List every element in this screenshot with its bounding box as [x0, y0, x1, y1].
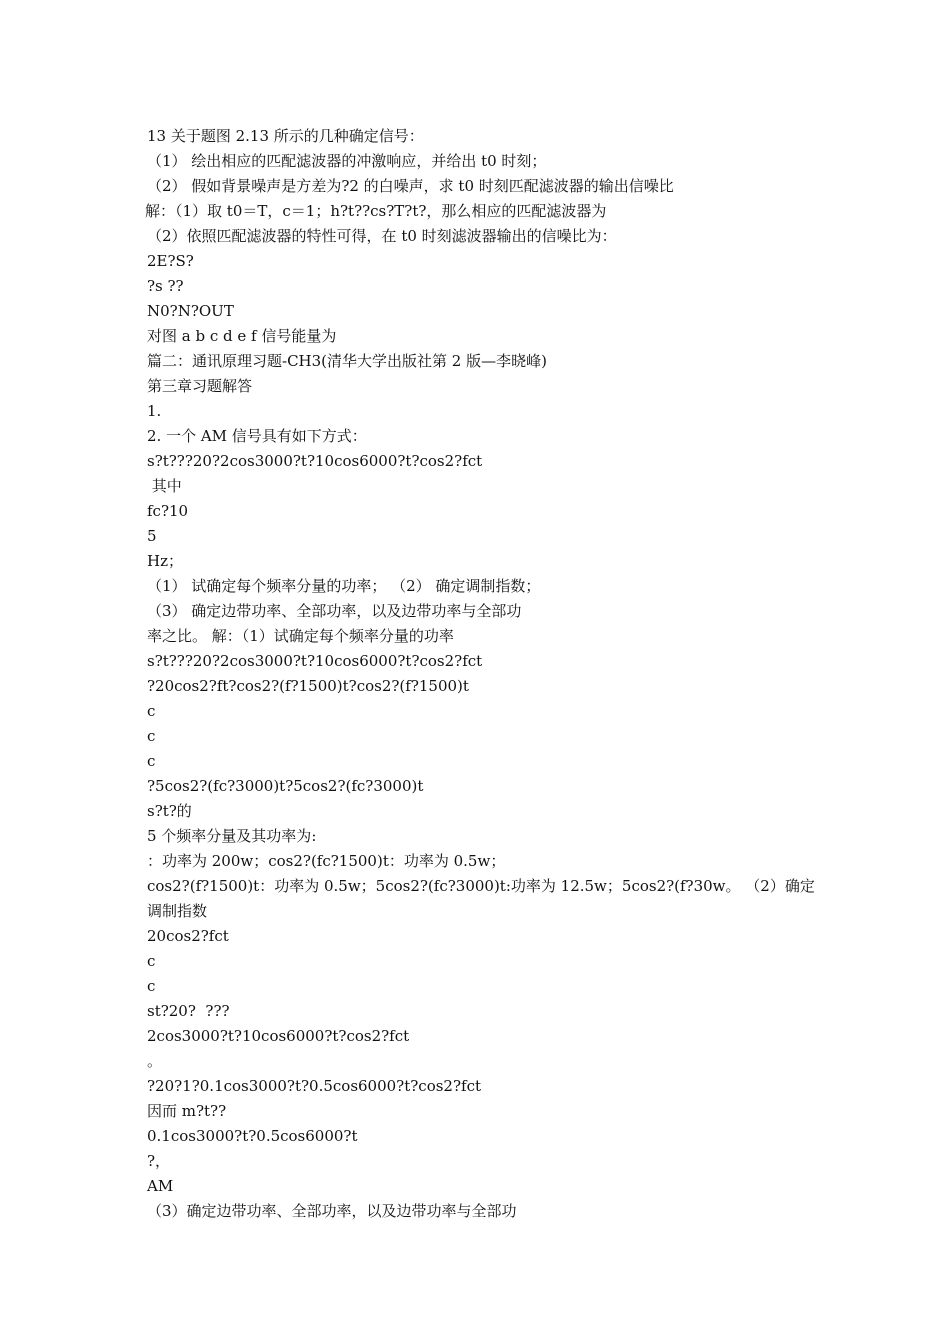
- text-line: 2. 一个 AM 信号具有如下方式：: [147, 427, 367, 445]
- text-line: 2cos3000?t?10cos6000?t?cos2?fct: [147, 1027, 410, 1045]
- text-line: 20cos2?fct: [147, 927, 229, 945]
- text-line: 2E?S?: [147, 252, 194, 270]
- text-line: 0.1cos3000?t?0.5cos6000?t: [147, 1127, 358, 1145]
- text-line: ?，: [147, 1152, 171, 1170]
- text-line: Hz；: [147, 552, 183, 570]
- text-line: 率之比。 解：（1）试确定每个频率分量的功率: [147, 627, 454, 645]
- text-line: ?20cos2?ft?cos2?(f?1500)t?cos2?(f?1500)t: [147, 677, 469, 695]
- text-line: c: [147, 702, 156, 720]
- text-line: c: [147, 952, 156, 970]
- text-line: 第三章习题解答: [147, 377, 253, 395]
- text-line: 对图 a b c d e f 信号能量为: [147, 327, 337, 345]
- text-line: 解：（1）取 t0＝T，c＝1；h?t??cs?T?t?，那么相应的匹配滤波器为: [145, 202, 607, 220]
- text-line: 调制指数: [147, 902, 208, 920]
- text-line: （3） 确定边带功率、全部功率，以及边带功率与全部功: [147, 602, 522, 620]
- text-line: 篇二：通讯原理习题-CH3(清华大学出版社第 2 版—李晓峰): [147, 352, 547, 370]
- text-line: （1） 绘出相应的匹配滤波器的冲激响应，并给出 t0 时刻；: [147, 152, 547, 170]
- text-line: （2） 假如背景噪声是方差为?2 的白噪声，求 t0 时刻匹配滤波器的输出信噪比: [147, 177, 674, 195]
- text-line: cos2?(f?1500)t：功率为 0.5w；5cos2?(fc?3000)t:功率为 12.5w；5cos2?(f?30w。 （2）确定: [147, 877, 815, 895]
- text-line: fc?10: [147, 502, 189, 520]
- text-line: AM: [147, 1177, 174, 1195]
- text-line: s?t???20?2cos3000?t?10cos6000?t?cos2?fct: [147, 452, 483, 470]
- text-line: ：功率为 200w；cos2?(fc?1500)t：功率为 0.5w；: [147, 852, 506, 870]
- text-line: c: [147, 727, 156, 745]
- text-line: ?s ??: [147, 277, 184, 295]
- text-line: 13 关于题图 2.13 所示的几种确定信号：: [147, 127, 424, 145]
- text-line: c: [147, 977, 156, 995]
- text-line: 5 个频率分量及其功率为:: [147, 827, 317, 845]
- text-line: st?20? ???: [147, 1002, 230, 1020]
- text-line: （2）依照匹配滤波器的特性可得，在 t0 时刻滤波器输出的信噪比为：: [147, 227, 617, 245]
- text-line: （3）确定边带功率、全部功率，以及边带功率与全部功: [147, 1202, 517, 1220]
- text-line: N0?N?OUT: [147, 302, 234, 320]
- text-line: ?5cos2?(fc?3000)t?5cos2?(fc?3000)t: [147, 777, 424, 795]
- text-line: ?20?1?0.1cos3000?t?0.5cos6000?t?cos2?fct: [147, 1077, 481, 1095]
- text-line: 。: [147, 1052, 163, 1070]
- text-line: 因而 m?t??: [147, 1102, 227, 1120]
- text-line: （1） 试确定每个频率分量的功率； （2） 确定调制指数；: [147, 577, 541, 595]
- document-body: [145, 124, 815, 1224]
- text-line: s?t?的: [147, 802, 192, 820]
- text-line: 1.: [147, 402, 162, 420]
- text-line: s?t???20?2cos3000?t?10cos6000?t?cos2?fct: [147, 652, 483, 670]
- text-line: 5: [147, 527, 157, 545]
- text-line: c: [147, 752, 156, 770]
- text-line: 其中: [147, 477, 182, 495]
